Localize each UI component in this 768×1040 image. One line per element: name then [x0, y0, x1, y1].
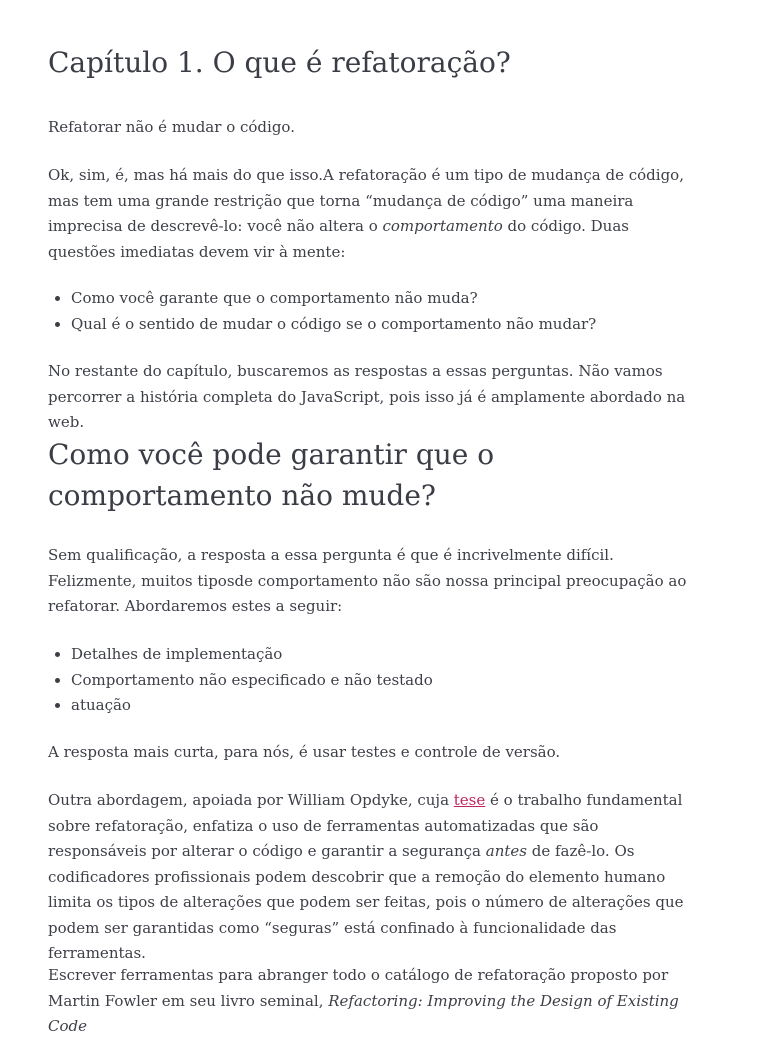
paragraph-text: Escrever ferramentas para abranger todo o catálogo de refatoração proposto por Martin Fowler em seu livro seminal,: [48, 966, 669, 1010]
paragraph-text: Ok, sim, é, mas há mais do que isso.A refatoração é um tipo de mudança de código, mas tem uma grande restrição que torna “mudança de código” uma maneira imprecisa de descrevê-lo: você não altera o: [48, 166, 684, 235]
paragraph-text: de fazê-lo. Os codificadores profissionais podem descobrir que a remoção do elemento humano limita os tipos de alterações que podem ser feitas, pois o número de alterações que podem ser garantidas como “seguras” está confinado à funcionalidade das ferramentas.: [48, 842, 684, 962]
paragraph-text: é o trabalho fundamental sobre refatoração, enfatiza o uso de ferramentas automatizadas que são responsáveis por alterar o código e garantir a segurança: [48, 791, 683, 860]
emphasis-text: comportamento: [382, 217, 503, 235]
list-item: • Comportamento não especificado e não testado: [71, 668, 688, 694]
thesis-link[interactable]: tese: [453, 791, 486, 809]
section-paragraph-2: A resposta mais curta, para nós, é usar testes e controle de versão.: [48, 743, 561, 761]
section-paragraph-1: Sem qualificação, a resposta a essa pergunta é que é incrivelmente difícil. Felizmente, muitos tiposde comportamento não são nossa principal preocupação ao refatorar. Abordaremos estes a seguir:: [48, 546, 687, 615]
list-item: • atuação: [71, 693, 688, 719]
book-title: Refactoring: Improving the Design of Existing Code: [48, 991, 679, 1035]
paragraph-text: do código. Duas questões imediatas devem vir à mente:: [48, 217, 629, 261]
chapter-intro: Refatorar não é mudar o código.: [48, 118, 295, 136]
behaviour-list: [48, 642, 688, 719]
list-item: • Como você garante que o comportamento não muda?: [71, 286, 688, 312]
questions-list: [48, 286, 688, 337]
section-paragraph-4: [48, 963, 688, 1040]
list-item: • Qual é o sentido de mudar o código se o comportamento não mudar?: [71, 312, 688, 338]
chapter-paragraph-1: [48, 163, 688, 265]
chapter-paragraph-2: No restante do capítulo, buscaremos as respostas a essas perguntas. Não vamos percorrer a história completa do JavaScript, pois isso já é amplamente abordado na web.: [48, 362, 686, 431]
emphasis-text: antes: [485, 842, 527, 860]
chapter-title: Capítulo 1. O que é refatoração?: [48, 46, 511, 79]
paragraph-text: Outra abordagem, apoiada por William Opdyke, cuja: [48, 791, 454, 809]
section-heading: Como você pode garantir que o comportamento não mude?: [48, 438, 495, 512]
section-paragraph-3: [48, 788, 688, 967]
list-item: • Detalhes de implementação: [71, 642, 688, 668]
